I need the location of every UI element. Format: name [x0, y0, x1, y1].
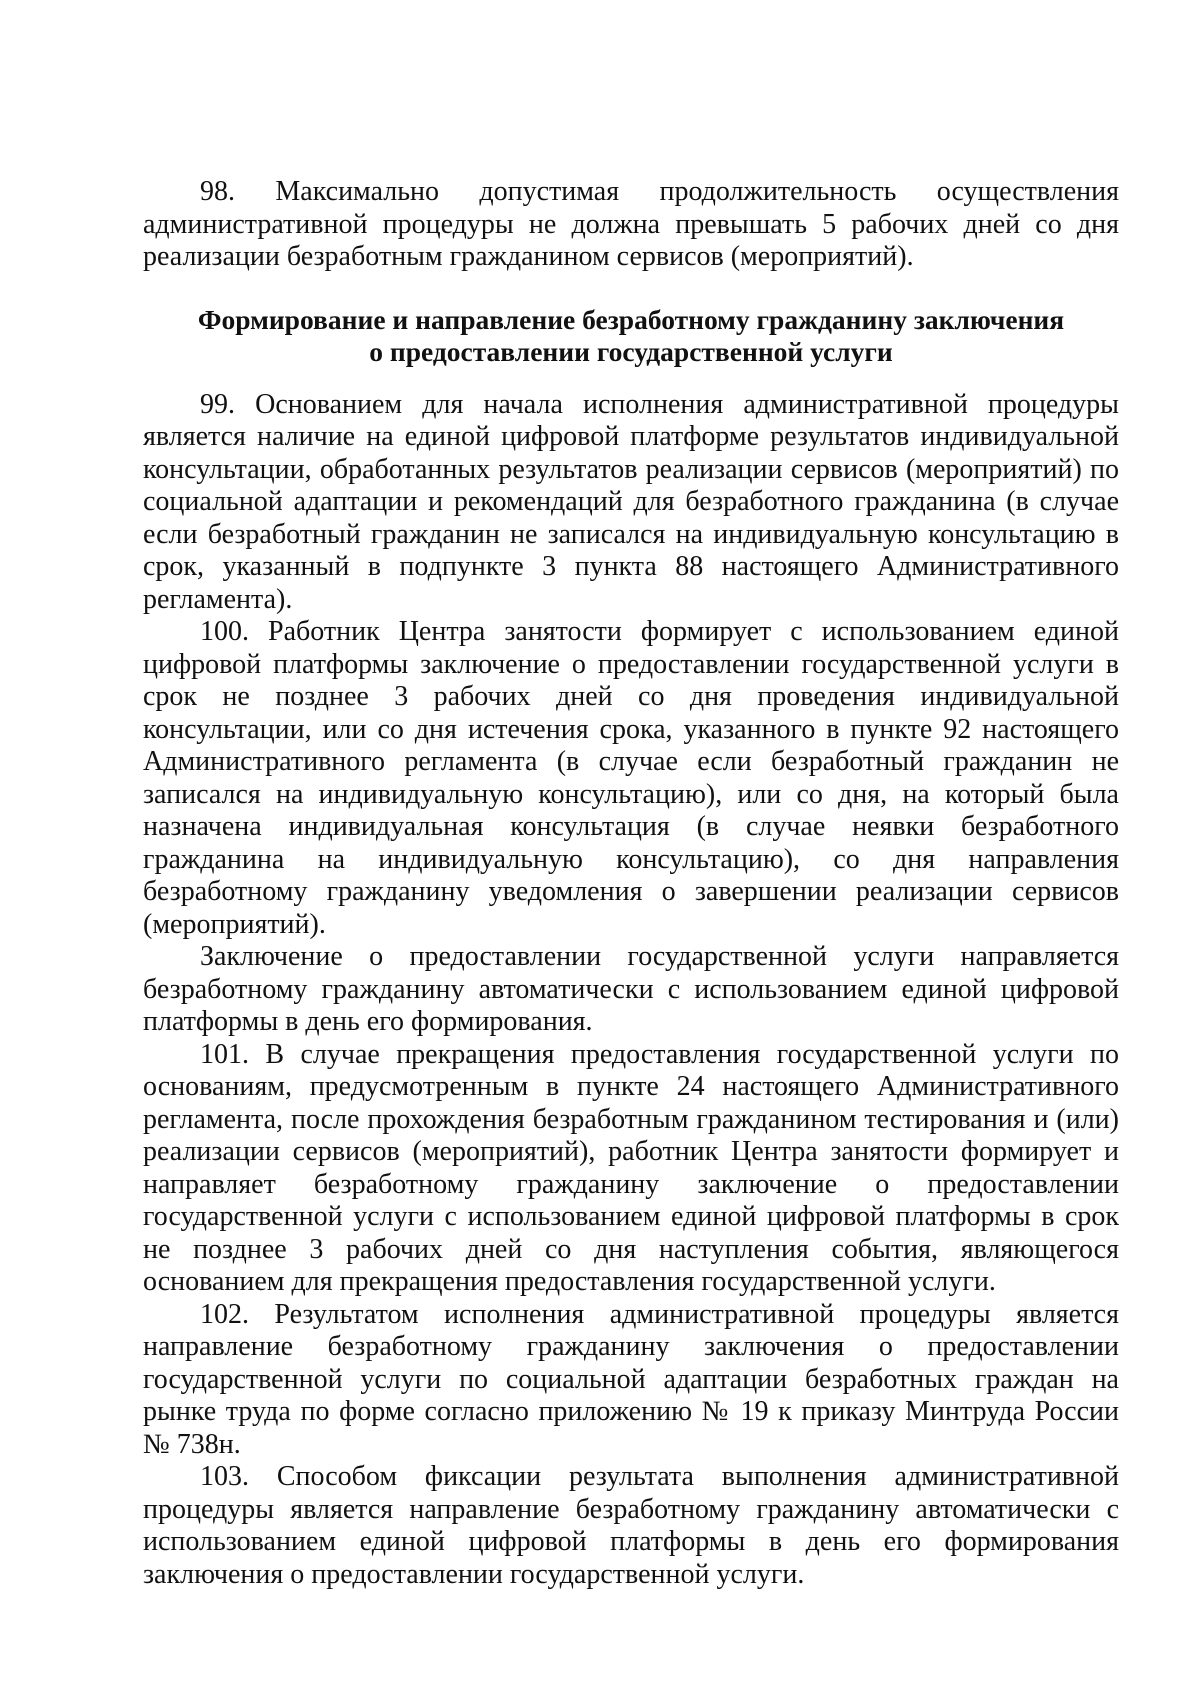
section-heading-line-2: о предоставлении государственной услуги: [369, 336, 893, 367]
paragraph-100-continuation: Заключение о предоставлении государственной услуги направляется безработному гражданину автоматически с использованием единой цифровой платформы в день его формирования.: [143, 941, 1119, 1037]
paragraph-101: 101. В случае прекращения предоставления государственной услуги по основаниям, предусмотренным в пункте 24 настоящего Административного регламента, после прохождения безработным гражданином тестирования и (или) реализации сервисов (мероприятий), работник Центра занятости формирует и направляет безработному гражданину заключение о предоставлении государственной услуги с использованием единой цифровой платформы в срок не позднее 3 рабочих дней со дня наступления события, являющегося основанием для прекращения предоставления государственной услуги.: [143, 1038, 1119, 1297]
paragraph-103: 103. Способом фиксации результата выполнения административной процедуры является направление безработному гражданину автоматически с использованием единой цифровой платформы в день его формирования заключения о предоставлении государственной услуги.: [143, 1461, 1119, 1590]
section-heading: [143, 304, 1119, 369]
document-page: [143, 176, 1119, 1591]
paragraph-98: 98. Максимально допустимая продолжительность осуществления административной процедуры не должна превышать 5 рабочих дней со дня реализации безработным гражданином сервисов (мероприятий).: [143, 176, 1119, 272]
paragraph-100: 100. Работник Центра занятости формирует с использованием единой цифровой платформы заключение о предоставлении государственной услуги в срок не позднее 3 рабочих дней со дня проведения индивидуальной консультации, или со дня истечения срока, указанного в пункте 92 настоящего Административного регламента (в случае если безработный гражданин не записался на индивидуальную консультацию), или со дня, на который была назначена индивидуальная консультация (в случае неявки безработного гражданина на индивидуальную консультацию), со дня направления безработному гражданину уведомления о завершении реализации сервисов (мероприятий).: [143, 616, 1119, 940]
paragraph-102: 102. Результатом исполнения административной процедуры является направление безработному гражданину заключения о предоставлении государственной услуги по социальной адаптации безработных граждан на рынке труда по форме согласно приложению № 19 к приказу Минтруда России № 738н.: [143, 1298, 1119, 1460]
section-heading-line-1: Формирование и направление безработному гражданину заключения: [197, 303, 1065, 335]
paragraph-99: 99. Основанием для начала исполнения административной процедуры является наличие на единой цифровой платформе результатов индивидуальной консультации, обработанных результатов реализации сервисов (мероприятий) по социальной адаптации и рекомендаций для безработного гражданина (в случае если безработный гражданин не записался на индивидуальную консультацию в срок, указанный в подпункте 3 пункта 88 настоящего Административного регламента).: [143, 388, 1119, 615]
